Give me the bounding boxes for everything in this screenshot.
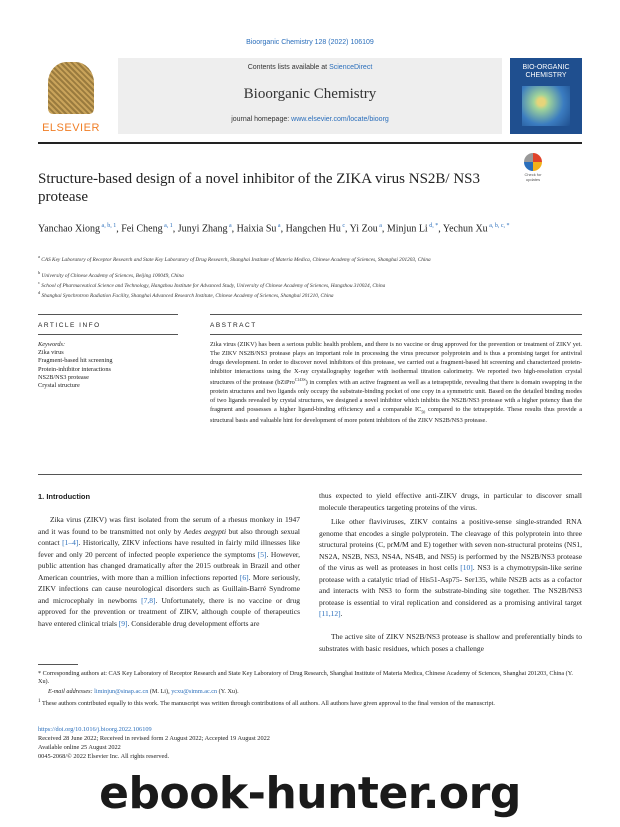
- article-info-rule-top: [38, 314, 178, 315]
- abstract-text: Zika virus (ZIKV) has been a serious public health problem, and there is no vaccine or drug approved for the prevention or treatment of ZIKV yet. The ZIKV NS2B/NS3 protease plays an important role in processing the virus precursor polyprotein and is thus a promising target for antiviral drugs development. In order to discover novel inhibitors of this protease, we carried out a fragment-based hit screening and characterized protein-inhibitor interactions using the X-ray crystallography together with isothermal titration calorimetry. We reported two high-resolution crystal structures of the protease (bZiPro$^{C143S}$) in complex with an active fragment as well as a tetrapeptide, revealing that there is domain swapping in the protein structures and two ligands only occupy the substrate-binding pocket of one copy in a symmetric unit. Based on the detailed binding modes of two ligands revealed by crystal structures, we designed a novel inhibitor which inhibits the NS2B/NS3 protease with a higher potency than the fragment and possesses a higher ligand-binding efficiency and a comparable $IC_{50}$ compared to the tetrapeptide. These results thus provide a structural basis and valuable hint for development of more potent inhibitors of the ZIKV NS2B/NS3 protease.: [210, 341, 582, 425]
- email-link[interactable]: liminjun@sinap.ac.cn: [94, 688, 149, 695]
- journal-cover[interactable]: [510, 58, 582, 134]
- author-name[interactable]: Hangchen Hu: [285, 223, 341, 235]
- author-name[interactable]: Yi Zou: [349, 223, 378, 235]
- intro-paragraph-continued: thus expected to yield effective anti-ZIKV drugs, in particular to discover small molecule therapeutics targeting proteins of the virus.: [319, 491, 582, 512]
- copyright: 0045-2068/© 2022 Elsevier Inc. All rights reserved.: [38, 753, 170, 760]
- intro-paragraph-2: Like other flaviviruses, ZIKV contains a positive-sense single-stranded RNA genome that encodes a single polyprotein. The cleavage of this polyprotein into three structural proteins (C, prM/M and E) together with seven non-structural proteins (NS1, NS2A, NS2B, NS3, NS4A, NS4B, and NS5) is performed by the NS2B/NS3 protease of the virus as well as proteases in host cells [10]. NS3 is a chymotrypsin-like serine protease with a catalytic triad of His51-Asp75- Ser135, while NS2B acts as a cofactor and interacts with NS3 to form the substrate-binding site together. The NS2B/NS3 protease is essential to viral replication and considered as a promising antiviral target [11,12].: [319, 517, 582, 618]
- intro-paragraph-3: The active site of ZIKV NS2B/NS3 protease is shallow and preferentially binds to substrates with basic residues, which poses a challenge: [319, 632, 582, 653]
- abstract-heading: ABSTRACT: [210, 322, 257, 329]
- sciencedirect-link[interactable]: ScienceDirect: [329, 64, 373, 71]
- keyword-item: Protein-inhibitor interactions: [38, 365, 111, 373]
- author-affiliation-mark: a, b, c, *: [487, 223, 510, 229]
- author-name[interactable]: Yechun Xu: [442, 223, 488, 235]
- author-name[interactable]: Fei Cheng: [121, 223, 163, 235]
- elsevier-logo[interactable]: [38, 58, 104, 134]
- abstract-rule-top: [210, 314, 582, 315]
- cover-title: BIO-ORGANIC CHEMISTRY: [522, 64, 570, 79]
- author-affiliation-mark: a, 1: [162, 223, 173, 229]
- journal-banner: [118, 58, 502, 134]
- author-affiliation-mark: d, *: [427, 223, 439, 229]
- affiliation-d: $^d$ Shanghai Synchrotron Radiation Facility, Shanghai Advanced Research Institute, Chinese Academy of Sciences, Shanghai 201210, China: [38, 290, 334, 299]
- author-list: Yanchao Xiong $^{a, b, 1}$, Fei Cheng $^{a, 1}$, Junyi Zhang $^a$, Haixia Su $^a$, Hangchen Hu $^c$, Yi Zou $^a$, Minjun Li $^{d, *}$, Yechun Xu $^{a, b, c, *}$: [38, 223, 510, 235]
- author-affiliation-mark: a: [227, 223, 232, 229]
- publisher-name: ELSEVIER: [42, 122, 100, 134]
- homepage-line: journal homepage: www.elsevier.com/locate/bioorg: [231, 116, 389, 123]
- email-link[interactable]: ycxu@simm.ac.cn: [171, 688, 218, 695]
- doi-link[interactable]: https://doi.org/10.1016/j.bioorg.2022.106109: [38, 726, 152, 733]
- citation-link[interactable]: [6]: [239, 572, 249, 582]
- author-affiliation-mark: c: [340, 223, 345, 229]
- keyword-item: Fragment-based hit screening: [38, 357, 113, 365]
- citation-link[interactable]: [5]: [257, 549, 267, 559]
- affiliation-a: $^a$ CAS Key Laboratory of Receptor Research and State Key Laboratory of Drug Research, Shanghai Institute of Materia Medica, Chinese Academy of Sciences, Shanghai 201203, China: [38, 254, 431, 263]
- citation-link[interactable]: [1–4]: [62, 538, 79, 547]
- online-date: Available online 25 August 2022: [38, 744, 121, 751]
- keyword-item: Zika virus: [38, 349, 64, 357]
- journal-header: [38, 58, 582, 138]
- citation-link[interactable]: [11,12]: [319, 609, 341, 618]
- keywords-label: Keywords:: [38, 341, 66, 348]
- corresponding-author-note: * Corresponding authors at: CAS Key Laboratory of Receptor Research and State Key Laboratory of Drug Research, Shanghai Institute of Materia Medica, Chinese Academy of Sciences, Shanghai 201203, China (Y. Xu).: [38, 670, 573, 685]
- cover-art-image: [522, 86, 570, 126]
- journal-title: Bioorganic Chemistry: [243, 86, 377, 102]
- author-name[interactable]: Minjun Li: [386, 223, 428, 235]
- affiliation-b: $^b$ University of Chinese Academy of Sciences, Beijing 100049, China: [38, 270, 184, 279]
- citation-link[interactable]: [10]: [460, 563, 473, 572]
- footnote-rule: [38, 664, 78, 665]
- author-affiliation-mark: a, b, 1: [100, 223, 117, 229]
- header-rule: [38, 142, 582, 144]
- author-name[interactable]: Yanchao Xiong: [38, 223, 101, 235]
- article-info-rule: [38, 334, 178, 335]
- crossmark-badge[interactable]: [520, 153, 546, 183]
- crossmark-icon: [524, 153, 542, 171]
- homepage-link[interactable]: www.elsevier.com/locate/bioorg: [291, 116, 389, 123]
- section-heading-introduction: 1. Introduction: [38, 492, 91, 501]
- keywords-block: [38, 341, 178, 390]
- crossmark-label: Check for updates: [524, 172, 542, 182]
- journal-reference[interactable]: Bioorganic Chemistry 128 (2022) 106109: [246, 39, 374, 46]
- contents-line: Contents lists available at ScienceDirect: [247, 64, 373, 71]
- received-dates: Received 28 June 2022; Received in revised form 2 August 2022; Accepted 19 August 2022: [38, 735, 270, 742]
- author-name[interactable]: Junyi Zhang: [177, 223, 228, 235]
- intro-paragraph-1: Zika virus (ZIKV) was first isolated from the serum of a rhesus monkey in 1947 and it was found to be transmitted not only by Aedes aegypti but also through sexual contact [1–4]. Historically, ZIKV infections have resulted in fairly mild illnesses like fever and only 20 percent of infected people experience the symptoms [5]. However, public attention has changed dramatically after the 2015 outbreak in Brazil and other American countries, with more than a million infections reported [6]. More seriously, ZIKV infections can cause neurological disorders such as Guillain-Barré Syndrome and microcephaly in newborns [7,8]. Unfortunately, there is no vaccine or drug approved for the prevention or treatment of ZIKV, although couple of therapeutics have entered clinical trials [9]. Considerable drug development efforts are: [38, 515, 301, 628]
- abstract-bottom-rule: [38, 474, 582, 475]
- abstract-rule: [210, 334, 582, 335]
- author-name[interactable]: Haixia Su: [236, 223, 277, 235]
- article-info-heading: ARTICLE INFO: [38, 322, 101, 329]
- keyword-item: NS2B/NS3 protease: [38, 373, 89, 381]
- citation-link[interactable]: [7,8]: [141, 595, 156, 605]
- watermark-text: ebook-hunter.org: [99, 768, 521, 819]
- article-title: Structure-based design of a novel inhibitor of the ZIKA virus NS2B/ NS3 protease: [38, 171, 481, 205]
- author-affiliation-mark: a: [276, 223, 281, 229]
- affiliation-c: $^c$ School of Pharmaceutical Science and Technology, Hangzhou Institute for Advanced Study, University of Chinese Academy of Sciences, Hangzhou 310024, China: [38, 280, 386, 289]
- tree-logo-icon: [48, 62, 94, 114]
- citation-link[interactable]: [9]: [118, 618, 128, 628]
- author-affiliation-mark: a: [377, 223, 382, 229]
- email-addresses: E-mail addresses: liminjun@sinap.ac.cn (M. Li), ycxu@simm.ac.cn (Y. Xu).: [48, 688, 239, 695]
- keyword-item: Crystal structure: [38, 382, 80, 390]
- contribution-note: $^1$ These authors contributed equally to this work. The manuscript was written through contributions of all authors. All authors have given approval to the final version of the manuscript.: [38, 698, 495, 708]
